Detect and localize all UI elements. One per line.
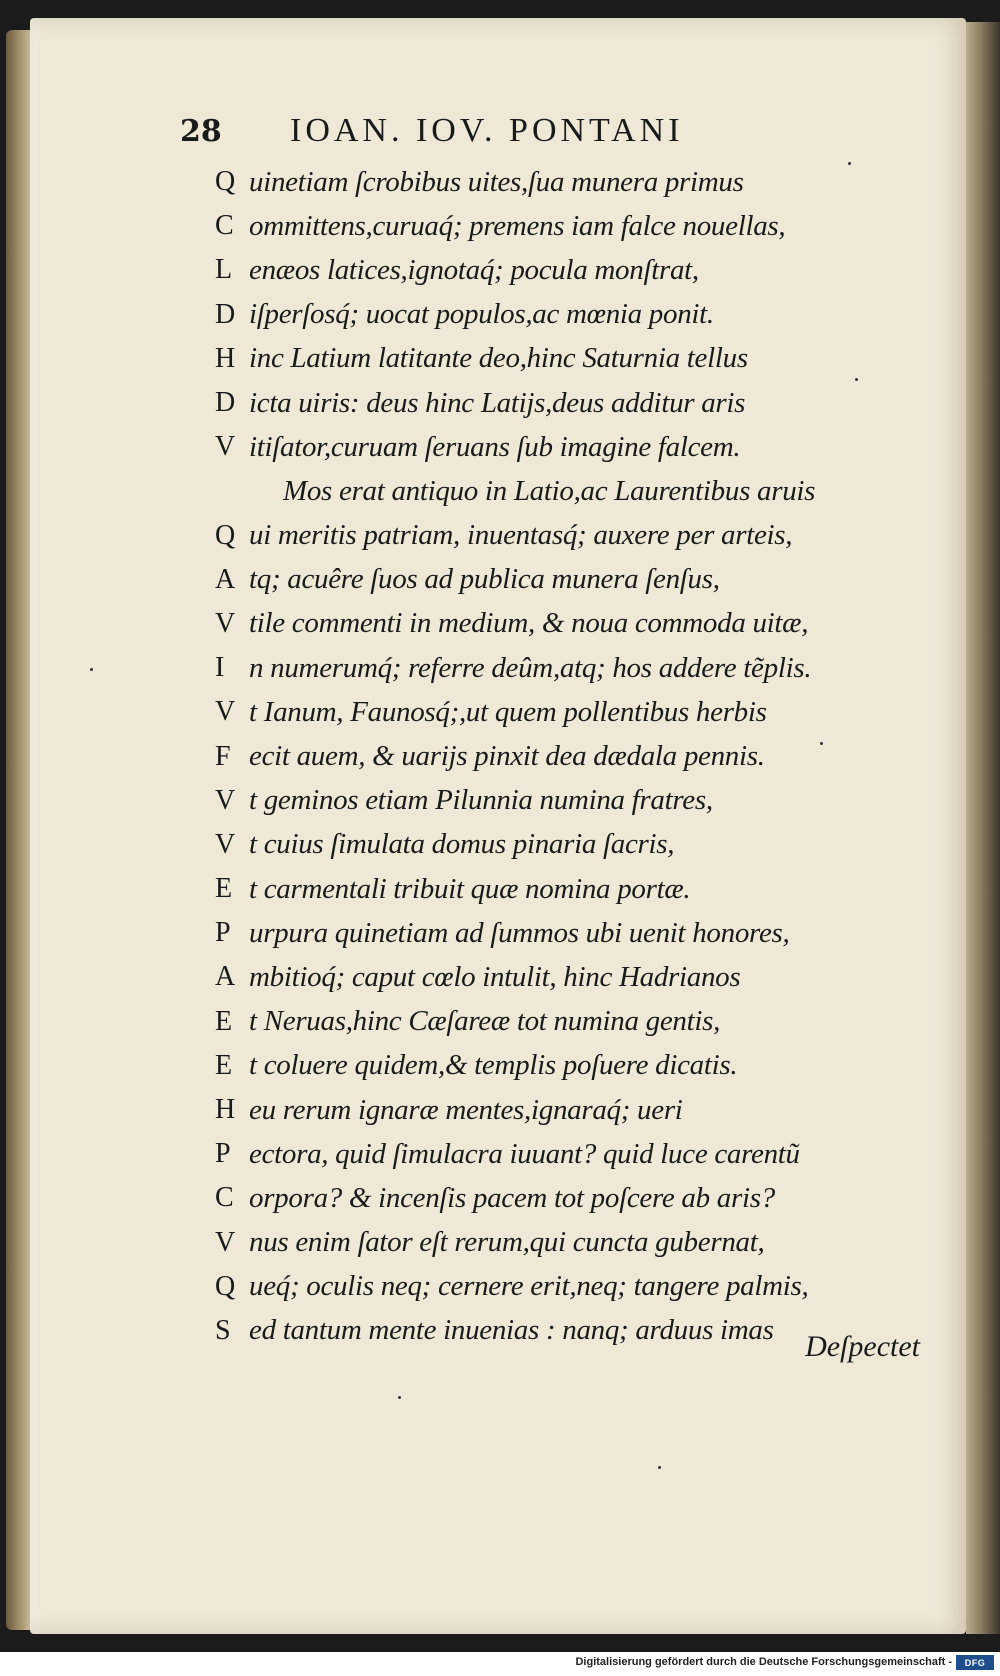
line-text: nus enim ſator eſt rerum,qui cuncta gubernat, xyxy=(249,1226,765,1259)
line-text: t Ianum, Faunosq́;,ut quem pollentibus herbis xyxy=(249,695,767,728)
verse-line xyxy=(215,823,935,867)
line-text: mbitioq́; caput cœlo intulit, hinc Hadrianos xyxy=(249,960,741,993)
verse-line xyxy=(215,734,935,778)
catchword: Deſpectet xyxy=(805,1330,920,1363)
ink-speck xyxy=(398,1396,401,1399)
digitization-credit: Digitalisierung gefördert durch die Deutsche Forschungsgemeinschaft - xyxy=(575,1656,952,1668)
line-initial: D xyxy=(215,387,236,419)
verse-line xyxy=(215,1088,935,1132)
line-text: t carmentali tribuit quæ nomina portæ. xyxy=(249,872,691,905)
line-initial: A xyxy=(215,563,236,595)
ink-speck xyxy=(90,668,93,671)
verse-block xyxy=(215,160,935,1353)
line-text: eu rerum ignaræ mentes,ignaraq́; ueri xyxy=(249,1093,683,1126)
verse-line xyxy=(215,514,935,558)
ink-speck xyxy=(855,378,858,381)
line-text: iſperſosq́; uocat populos,ac mœnia ponit. xyxy=(249,298,714,331)
line-text: inc Latium latitante deo,hinc Saturnia tellus xyxy=(249,342,748,375)
verse-line xyxy=(215,911,935,955)
line-text: ueq́; oculis neq; cernere erit,neq; tangere palmis, xyxy=(249,1270,809,1303)
ink-speck xyxy=(848,162,851,165)
verse-line xyxy=(215,867,935,911)
line-initial: Q xyxy=(215,166,236,198)
line-initial: Q xyxy=(215,1270,236,1302)
verse-line xyxy=(215,160,935,204)
line-initial: V xyxy=(215,828,236,860)
line-initial: E xyxy=(215,1005,233,1037)
line-text: t geminos etiam Pilunnia numina fratres, xyxy=(249,784,713,817)
line-initial: F xyxy=(215,740,231,772)
verse-line xyxy=(215,337,935,381)
line-text: icta uiris: deus hinc Latijs,deus additur aris xyxy=(249,386,746,419)
line-initial: H xyxy=(215,1094,236,1126)
verse-line xyxy=(215,293,935,337)
verse-line xyxy=(215,690,935,734)
verse-line xyxy=(215,779,935,823)
page-header xyxy=(180,112,820,152)
verse-line xyxy=(215,558,935,602)
page-number: 28 xyxy=(180,114,222,149)
line-initial: P xyxy=(215,1138,231,1170)
verse-line xyxy=(215,1176,935,1220)
verse-line xyxy=(215,248,935,292)
line-initial: V xyxy=(215,431,236,463)
line-initial: V xyxy=(215,1226,236,1258)
verse-line xyxy=(215,602,935,646)
book-binding-left xyxy=(6,30,32,1630)
verse-line xyxy=(215,1221,935,1265)
line-text: ed tantum mente inuenias : nanq; arduus imas xyxy=(249,1314,774,1347)
line-initial: H xyxy=(215,342,236,374)
verse-line xyxy=(215,469,935,513)
dfg-logo: DFG xyxy=(956,1655,994,1670)
verse-line xyxy=(215,1132,935,1176)
line-text: uinetiam ſcrobibus uites,ſua munera primus xyxy=(249,165,744,198)
verse-line xyxy=(215,381,935,425)
line-text: enæos latices,ignotaq́; pocula monſtrat, xyxy=(249,253,699,286)
line-text: orpora? & incenſis pacem tot poſcere ab aris? xyxy=(249,1181,775,1214)
ink-speck xyxy=(658,1466,661,1469)
ink-speck xyxy=(820,742,823,745)
line-text: ommittens,curuaq́; premens iam falce nouellas, xyxy=(249,209,786,242)
line-initial: C xyxy=(215,210,234,242)
line-initial: V xyxy=(215,696,236,728)
line-initial: P xyxy=(215,917,231,949)
line-text: tq; acuêre ſuos ad publica munera ſenſus, xyxy=(249,563,720,596)
line-text: ectora, quid ſimulacra iuuant? quid luce carentũ xyxy=(249,1137,800,1170)
verse-line xyxy=(215,1265,935,1309)
verse-line xyxy=(215,1044,935,1088)
line-initial: C xyxy=(215,1182,234,1214)
verse-line xyxy=(215,646,935,690)
line-text: t Neruas,hinc Cæſareæ tot numina gentis, xyxy=(249,1005,721,1038)
line-text: t coluere quidem,& templis poſuere dicatis. xyxy=(249,1049,738,1082)
line-initial: E xyxy=(215,1049,233,1081)
verse-line xyxy=(215,1000,935,1044)
book-page-edges-right xyxy=(966,22,1000,1634)
line-text: tile commenti in medium, & noua commoda uitæ, xyxy=(249,607,809,640)
line-text: urpura quinetiam ad ſummos ubi uenit honores, xyxy=(249,916,790,949)
verse-line xyxy=(215,204,935,248)
line-initial: S xyxy=(215,1314,231,1346)
line-text: ecit auem, & uarijs pinxit dea dædala pennis. xyxy=(249,740,765,773)
line-initial: I xyxy=(215,652,225,684)
line-initial: L xyxy=(215,254,233,286)
line-text: Mos erat antiquo in Latio,ac Laurentibus aruis xyxy=(283,474,816,507)
line-initial: E xyxy=(215,873,233,905)
line-initial: A xyxy=(215,961,236,993)
line-initial: D xyxy=(215,298,236,330)
verse-line xyxy=(215,955,935,999)
line-initial: V xyxy=(215,784,236,816)
line-text: itiſator,curuam ſeruans ſub imagine falcem. xyxy=(249,430,741,463)
running-head: IOAN. IOV. PONTANI xyxy=(290,112,684,149)
line-text: t cuius ſimulata domus pinaria ſacris, xyxy=(249,828,675,861)
verse-line xyxy=(215,425,935,469)
line-initial: Q xyxy=(215,519,236,551)
line-text: n numerumq́; referre deûm,atq; hos addere tẽplis. xyxy=(249,651,812,684)
line-text: ui meritis patriam, inuentasq́; auxere per arteis, xyxy=(249,519,793,552)
line-initial: V xyxy=(215,607,236,639)
